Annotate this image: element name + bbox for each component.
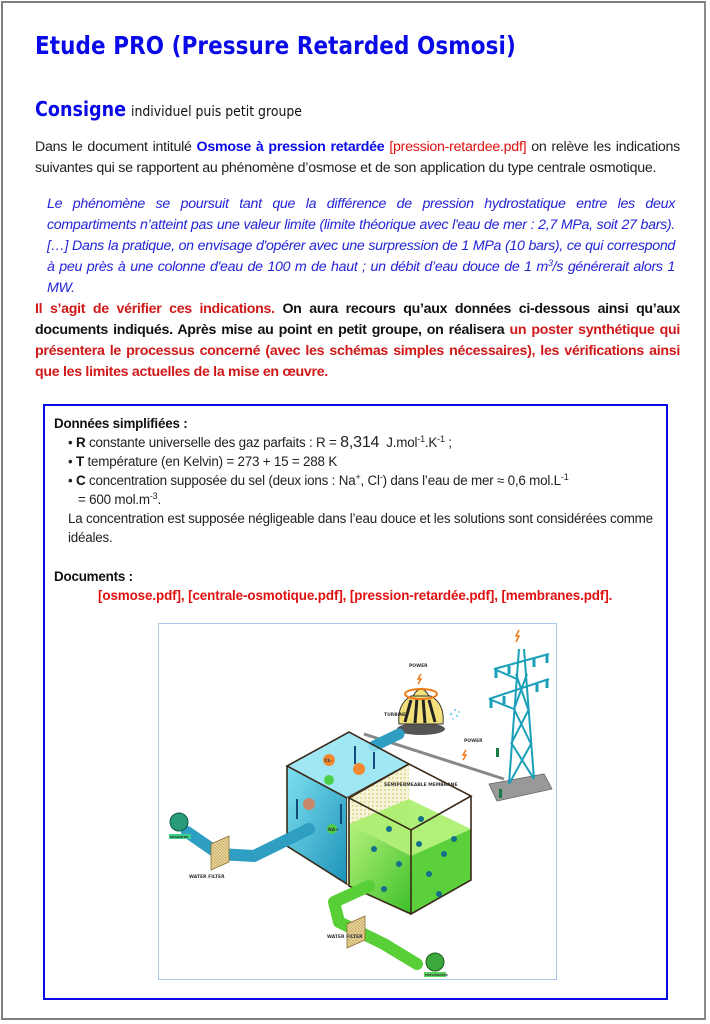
doc-file-link[interactable]: [pression-retardee.pdf] — [389, 139, 527, 155]
worker-figure — [499, 789, 502, 798]
instructions-black: On aura recours qu’aux données ci-dessous ainsi qu’aux documents indiqués. Après mise au point en petit groupe, on réalisera — [35, 301, 680, 338]
ion-cl-label: CL- — [324, 759, 333, 764]
item-c-sup-m: -3 — [149, 491, 158, 501]
consigne-heading — [35, 97, 330, 121]
doc-title: Osmose à pression retardée — [196, 139, 385, 155]
lightning-icon — [418, 674, 421, 684]
symbol-r: R — [76, 435, 86, 450]
data-item-t: • T température (en Kelvin) = 273 + 15 = 288 K — [68, 454, 338, 469]
documents-links[interactable]: [osmose.pdf], [centrale-osmotique.pdf], [pression-retardée.pdf], [membranes.pdf]. — [98, 588, 613, 603]
turbine-label: TURBINE — [384, 713, 407, 718]
quote-text-1: Le phénomène se poursuit tant que la différence de pression hydrostatique entre les deux compartiments n’atteint pas une valeur limite (limite théorique avec l'eau de mer : 2,7 MPa, soit 27 bars). […] Dans la pratique, on envisage d'opérer avec une surpression de 1 MPa (10 bars), ce qui correspond à peu près à une colonne d'eau de 100 m de haut ; un débit d’eau douce de 1 m — [47, 196, 675, 275]
item-r-text: constante universelle des gaz parfaits : R = — [85, 435, 341, 450]
item-c-sup-l: -1 — [560, 472, 569, 482]
intro-paragraph — [35, 137, 680, 179]
data-box-title: Données simplifiées : — [54, 416, 188, 431]
item-c-cont-end: . — [157, 492, 161, 507]
seawater-pipe — [187, 829, 309, 856]
ion-na-label: NA+ — [328, 828, 340, 833]
item-r-sup2: -1 — [437, 434, 445, 444]
data-item-c: • C concentration supposée du sel (deux ions : Na+, Cl-) dans l’eau de mer ≈ 0,6 $mol.L^{-1}$ — [68, 472, 569, 488]
item-r-unit: J.mol — [379, 435, 418, 450]
documents-title: Documents : — [54, 569, 133, 584]
item-r-end: ; — [444, 435, 452, 450]
instructions-red-1: Il s’agit de vérifier ces indications. — [35, 301, 275, 317]
consigne-subtitle: individuel puis petit groupe — [131, 104, 302, 120]
item-c-sup-na: + — [355, 472, 361, 482]
quote-sup: 3 — [547, 258, 553, 268]
item-t-text: température (en Kelvin) = 273 + 15 = 288 K — [84, 454, 338, 469]
seawater-globe-icon — [170, 813, 188, 831]
page-title: Etude PRO (Pressure Retarded Osmosi) — [35, 31, 516, 60]
data-item-c-cont — [78, 490, 659, 509]
intro-text-1: Dans le document intitulé — [35, 139, 197, 155]
item-c-cont-text: = 600 mol.m — [78, 492, 150, 507]
filter2-label: WATER FILTER — [327, 935, 363, 940]
instructions-paragraph — [35, 299, 680, 383]
item-r-sup1: -1 — [417, 434, 425, 444]
item-r-value: 8,314 — [340, 434, 380, 451]
document-page — [1, 1, 706, 1020]
power-top-label: POWER — [409, 664, 428, 669]
instructions-red-2: un poster synthétique qui présentera le processus concerné (avec les schémas simples nécessaires), les vérifications ainsi que les limites actuelles de la mise en œuvre. — [35, 322, 680, 380]
filter1-label: WATER FILTER — [189, 875, 225, 880]
symbol-t: T — [76, 454, 84, 469]
turbine-icon — [397, 689, 460, 735]
data-item-r: • R constante universelle des gaz parfaits : R = 8,314 $J.mol^{-1}.K^{-1}$ ; — [68, 434, 452, 451]
freshwater-globe-icon — [426, 953, 444, 971]
item-c-text: concentration supposée du sel (deux ions : Na — [85, 473, 356, 488]
lightning-icon — [516, 630, 519, 642]
worker-figure — [496, 748, 499, 757]
symbol-c: C — [76, 473, 86, 488]
pro-plant-diagram — [159, 624, 555, 978]
intro-text-2: on relève les indications suivantes qui se rapportent au phénomène d’osmose et de son application du type centrale osmotique. — [35, 139, 680, 176]
consigne-label: Consigne — [35, 97, 127, 121]
item-c-text3: ) dans l’eau de mer ≈ 0,6 mol.L — [382, 473, 561, 488]
pro-plant-illustration — [158, 623, 557, 980]
lightning-icon — [463, 750, 466, 760]
data-note: La concentration est supposée négligeable dans l’eau douce et les solutions sont considérées comme idéales. — [68, 511, 653, 545]
seawater-label: SEAWATER — [170, 835, 189, 839]
water-filter-1 — [211, 836, 229, 870]
electricity-pylon-icon — [489, 649, 549, 784]
item-c-text2: , Cl — [360, 473, 380, 488]
quote-text-2: /s générerait alors 1 MW. — [47, 259, 675, 296]
freshwater-label: FRESHWATER — [425, 973, 448, 977]
quote-paragraph — [47, 194, 675, 299]
membrane-label: SEMIPERMEABLE MEMBRANE — [384, 783, 458, 788]
item-c-sup-cl: - — [379, 472, 383, 482]
power-line-label: POWER — [464, 739, 483, 744]
item-r-unit2: .K — [424, 435, 438, 450]
